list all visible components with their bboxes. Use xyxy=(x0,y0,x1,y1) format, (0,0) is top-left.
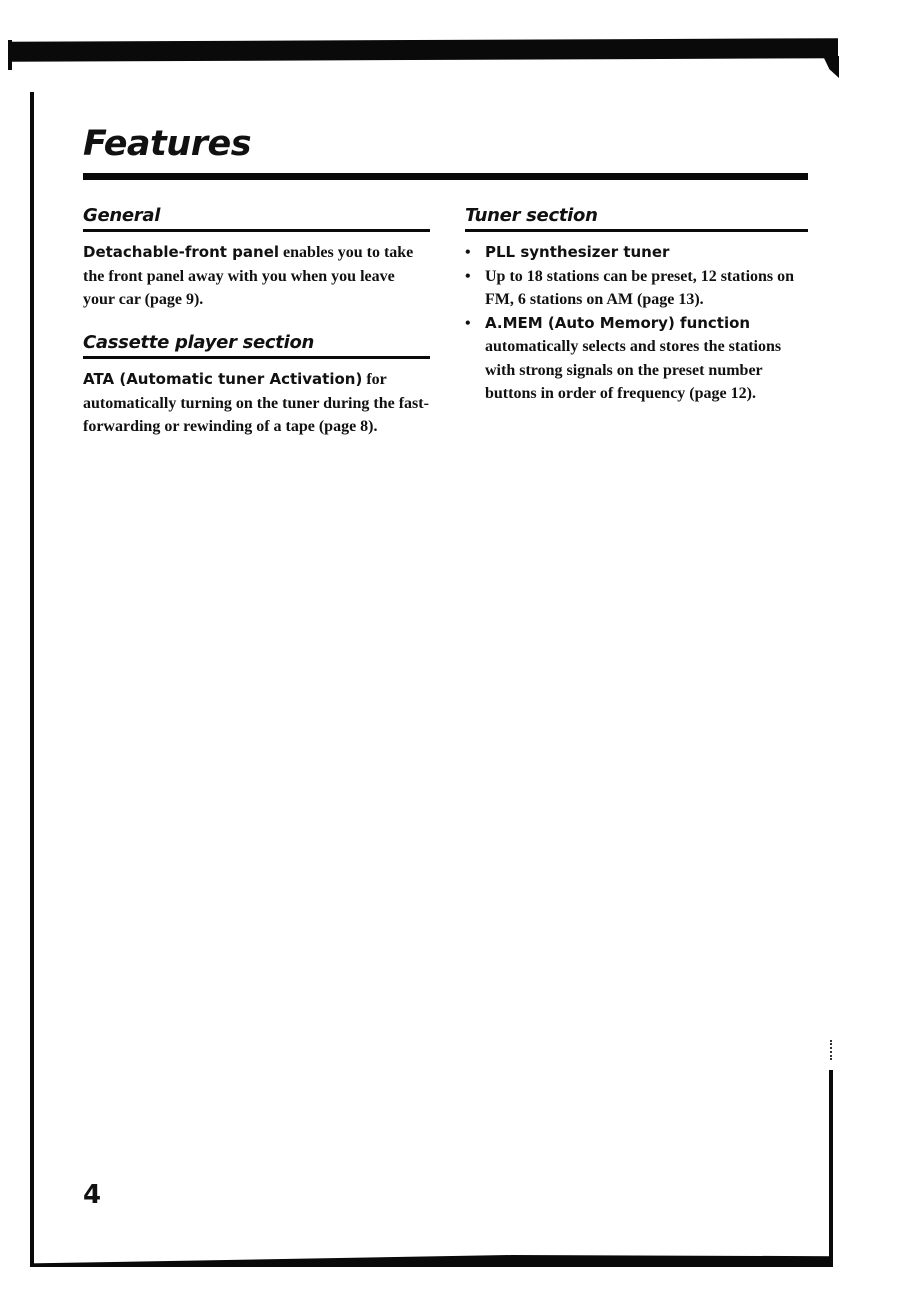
corner-tab xyxy=(823,56,839,78)
cassette-text: for automatically turning on the tuner during the fast-forwarding or rewinding of a tape (page 8). xyxy=(83,371,429,435)
general-heading: General xyxy=(83,205,161,226)
tuner-item-lead: A.MEM (Auto Memory) function xyxy=(485,313,751,332)
left-border-line xyxy=(30,92,34,1264)
tuner-heading: Tuner section xyxy=(465,205,598,226)
title-rule xyxy=(83,173,808,180)
tuner-item-text: Up to 18 stations can be preset, 12 stations on FM, 6 stations on AM (page 13). xyxy=(485,267,795,308)
general-section xyxy=(83,205,430,312)
tuner-section xyxy=(465,205,808,406)
general-rule xyxy=(83,229,430,232)
bullet-icon: • xyxy=(465,267,471,285)
cassette-heading: Cassette player section xyxy=(83,332,315,353)
tuner-item-text: automatically selects and stores the stations with strong signals on the preset number buttons in order of frequency (page 12). xyxy=(485,338,782,402)
top-border-bar xyxy=(8,38,838,62)
list-item xyxy=(465,241,808,265)
cassette-lead: ATA (Automatic tuner Activation) xyxy=(83,370,363,388)
cassette-section xyxy=(83,332,430,439)
cassette-paragraph xyxy=(83,368,430,439)
right-edge-marks xyxy=(830,1040,834,1060)
general-lead: Detachable-front panel xyxy=(83,243,280,261)
top-border-lip xyxy=(8,40,12,70)
general-text: enables you to take the front panel away with you when you leave your car (page 9). xyxy=(83,244,414,308)
tuner-rule xyxy=(465,229,808,232)
right-border-line xyxy=(829,1070,833,1265)
list-item xyxy=(465,312,808,406)
tuner-list xyxy=(465,241,808,406)
general-paragraph xyxy=(83,241,430,312)
cassette-rule xyxy=(83,356,430,359)
page-number: 4 xyxy=(83,1180,102,1210)
tuner-item-lead: PLL synthesizer tuner xyxy=(485,243,670,261)
page-title: Features xyxy=(83,124,252,164)
bullet-icon: • xyxy=(465,314,471,332)
bottom-border-bar xyxy=(30,1255,833,1267)
bullet-icon: • xyxy=(465,244,471,261)
list-item xyxy=(465,265,808,312)
